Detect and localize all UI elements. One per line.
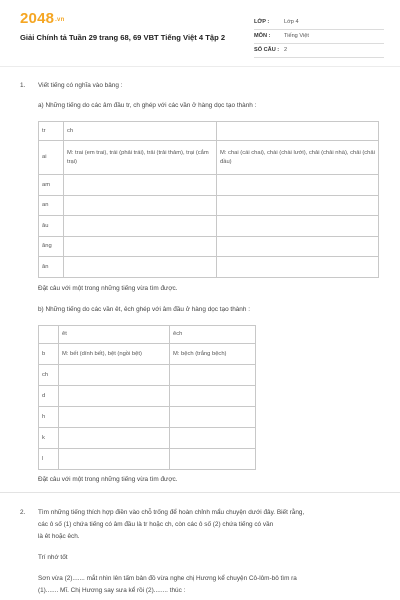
cell-ech: M: bệch (trắng bệch) — [170, 344, 256, 365]
cell-et[interactable] — [59, 365, 170, 386]
q2-line-3: là êt hoặc êch. — [38, 533, 80, 540]
row-label: l — [39, 449, 59, 470]
cell-et[interactable] — [59, 428, 170, 449]
table-row — [39, 449, 256, 470]
table-header-row — [39, 122, 379, 141]
story-line-2: (1)....... Mĩ. Chị Hương say sưa kể rồi (2)........ thúc : — [38, 587, 186, 594]
cell-et[interactable] — [59, 407, 170, 428]
cell-ech[interactable] — [170, 407, 256, 428]
header — [0, 0, 400, 67]
q1b-instruction: Đặt câu với một trong những tiếng vừa tìm được. — [38, 476, 178, 483]
cell-ech[interactable] — [170, 386, 256, 407]
table-row — [39, 344, 256, 365]
story-title: Trí nhớ tốt — [38, 554, 68, 561]
q2-line-2: các ô số (1) chứa tiếng có âm đầu là tr hoặc ch, còn các ô số (2) chứa tiếng có vần — [38, 521, 274, 528]
row-label: âu — [39, 216, 64, 237]
table-row — [39, 195, 379, 216]
page-title: Giải Chính tả Tuần 29 trang 68, 69 VBT Tiếng Việt 4 Tập 2 — [20, 33, 226, 42]
q1a-label: a) Những tiếng do các âm đầu tr, ch ghép với các vần ở hàng dọc tạo thành : — [38, 102, 257, 109]
cell-ech[interactable] — [170, 365, 256, 386]
table-row — [39, 386, 256, 407]
table-row — [39, 365, 256, 386]
cell-ch[interactable] — [217, 236, 379, 257]
meta-subject: MÔN : Tiếng Việt — [254, 30, 384, 44]
table-row — [39, 428, 256, 449]
cell-tr[interactable] — [64, 175, 217, 196]
cell-tr[interactable] — [64, 236, 217, 257]
section-divider — [0, 492, 400, 493]
header-cell-et: êt — [59, 326, 170, 344]
table-row — [39, 236, 379, 257]
cell-ch[interactable] — [217, 257, 379, 278]
row-label: ăng — [39, 236, 64, 257]
row-label: h — [39, 407, 59, 428]
q2-number: 2. — [20, 509, 26, 516]
table-row — [39, 216, 379, 237]
row-label: k — [39, 428, 59, 449]
cell-ch[interactable] — [217, 216, 379, 237]
site-logo[interactable]: 2048.vn — [20, 10, 65, 27]
table-header-row — [39, 326, 256, 344]
cell-et[interactable] — [59, 449, 170, 470]
meta-question-count: SỐ CÂU : 2 — [254, 44, 384, 58]
story-line-1: Sơn vừa (2)....... mắt nhìn lên tấm bản đồ vừa nghe chị Hương kể chuyện Cô-lôm-bô tìm ra — [38, 575, 297, 582]
table-row — [39, 257, 379, 278]
cell-tr[interactable] — [64, 216, 217, 237]
row-label: ch — [39, 365, 59, 386]
row-label: ai — [39, 141, 64, 175]
cell-ch: M: chai (cái chai), chài (chài lưới), chải (chải nhà), chải (chải đầu) — [217, 141, 379, 175]
q1a-instruction: Đặt câu với một trong những tiếng vừa tìm được. — [38, 285, 178, 292]
q1b-label: b) Những tiếng do các vần êt, êch ghép với âm đầu ở hàng dọc tạo thành : — [38, 306, 250, 313]
header-cell-ech: êch — [170, 326, 256, 344]
meta-class: LỚP : Lớp 4 — [254, 16, 384, 30]
meta-info — [254, 16, 384, 58]
q1-number: 1. — [20, 82, 26, 89]
row-label: am — [39, 175, 64, 196]
table-et-ech — [38, 325, 256, 470]
cell-et[interactable] — [59, 386, 170, 407]
cell-ech[interactable] — [170, 449, 256, 470]
cell-ch[interactable] — [217, 175, 379, 196]
header-cell-tr: tr — [39, 122, 64, 141]
row-label: b — [39, 344, 59, 365]
header-divider — [0, 66, 400, 67]
row-label: an — [39, 195, 64, 216]
header-cell-empty — [39, 326, 59, 344]
header-cell-empty — [217, 122, 379, 141]
cell-tr[interactable] — [64, 195, 217, 216]
cell-et: M: bết (dính bết), bệt (ngồi bệt) — [59, 344, 170, 365]
row-label: ân — [39, 257, 64, 278]
cell-tr: M: trai (em trai), trái (phải trái), trải (trải thảm), trại (cắm trại) — [64, 141, 217, 175]
header-cell-ch: ch — [64, 122, 217, 141]
cell-ech[interactable] — [170, 428, 256, 449]
table-row — [39, 141, 379, 175]
cell-ch[interactable] — [217, 195, 379, 216]
q1-prompt: Viết tiếng có nghĩa vào bảng : — [38, 82, 123, 89]
row-label: d — [39, 386, 59, 407]
table-tr-ch — [38, 121, 379, 278]
table-row — [39, 407, 256, 428]
q2-line-1: Tìm những tiếng thích hợp điền vào chỗ trống để hoàn chỉnh mẩu chuyện dưới đây. Biết rằng, — [38, 509, 305, 516]
cell-tr[interactable] — [64, 257, 217, 278]
table-row — [39, 175, 379, 196]
